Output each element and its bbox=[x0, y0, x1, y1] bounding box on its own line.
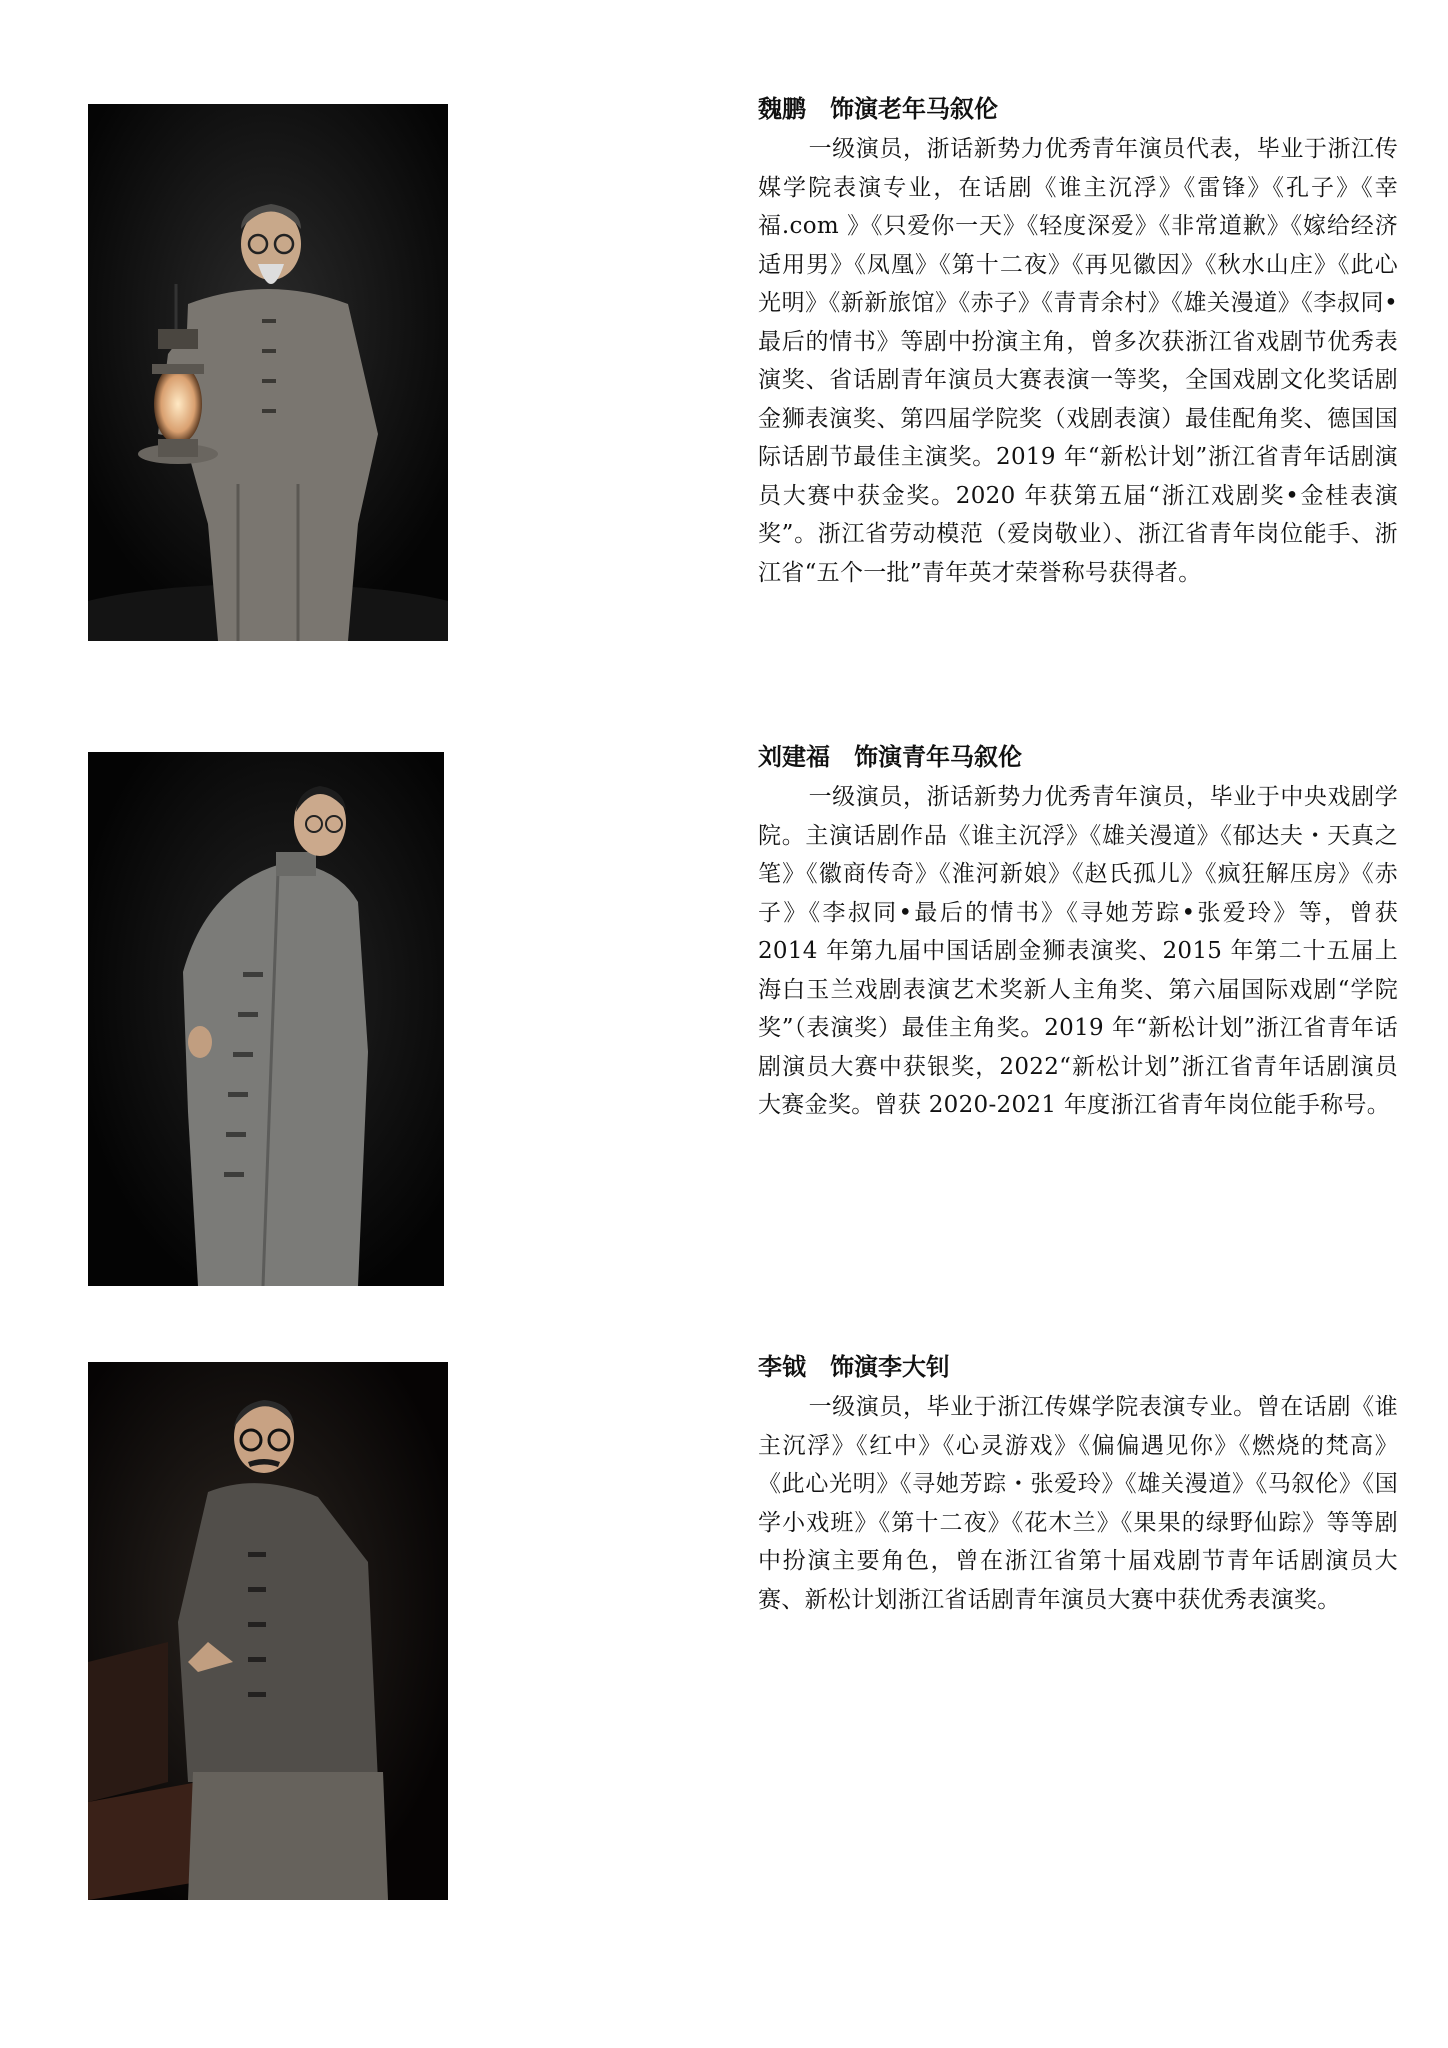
actor-1-role: 饰演老年马叙伦 bbox=[830, 95, 998, 123]
actor-1-photo bbox=[88, 104, 448, 641]
actor-lantern-photo-icon bbox=[88, 104, 448, 641]
actor-2-heading bbox=[758, 742, 1398, 772]
actor-1-name: 魏鹏 bbox=[758, 95, 806, 123]
actor-1-bio bbox=[758, 94, 1398, 592]
actor-3-role: 饰演李大钊 bbox=[830, 1353, 950, 1381]
actor-2-role: 饰演青年马叙伦 bbox=[854, 743, 1022, 771]
actor-2-bio bbox=[758, 742, 1398, 1125]
actor-2-description: 一级演员，浙话新势力优秀青年演员，毕业于中央戏剧学院。主演话剧作品《谁主沉浮》《雄关漫道》《郁达夫・天真之笔》《徽商传奇》《淮河新娘》《赵氏孤儿》《疯狂解压房》《赤子》《李叔同•最后的情书》《寻她芳踪•张爱玲》等，曾获 2014 年第九届中国话剧金狮表演奖、2015 年第二十五届上海白玉兰戏剧表演艺术奖新人主角奖、第六届国际戏剧“学院奖”（表演奖）最佳主角奖。2019 年“新松计划”浙江省青年话剧演员大赛中获银奖，2022“新松计划”浙江省青年话剧演员大赛金奖。曾获 2020-2021 年度浙江省青年岗位能手称号。 bbox=[758, 784, 1398, 1118]
actor-3-description: 一级演员，毕业于浙江传媒学院表演专业。曾在话剧《谁主沉浮》《红中》《心灵游戏》《偏偏遇见你》《燃烧的梵高》《此心光明》《寻她芳踪・张爱玲》《雄关漫道》《马叙伦》《国学小戏班》《第十二夜》《花木兰》《果果的绿野仙踪》等等剧中扮演主要角色，曾在浙江省第十届戏剧节青年话剧演员大赛、新松计划浙江省话剧青年演员大赛中获优秀表演奖。 bbox=[758, 1394, 1398, 1613]
actor-long-gown-photo-icon bbox=[88, 752, 444, 1286]
actor-1-description: 一级演员，浙话新势力优秀青年演员代表，毕业于浙江传媒学院表演专业，在话剧《谁主沉浮》《雷锋》《孔子》《幸福.com 》《只爱你一天》《轻度深爱》《非常道歉》《嫁给经济适用男》《凤凰》《第十二夜》《再见徽因》《秋水山庄》《此心光明》《新新旅馆》《赤子》《青青余村》《雄关漫道》《李叔同•最后的情书》等剧中扮演主角，曾多次获浙江省戏剧节优秀表演奖、省话剧青年演员大赛表演一等奖，全国戏剧文化奖话剧金狮表演奖、第四届学院奖（戏剧表演）最佳配角奖、德国国际话剧节最佳主演奖。2019 年“新松计划”浙江省青年话剧演员大赛中获金奖。2020 年获第五届“浙江戏剧奖•金桂表演奖”。浙江省劳动模范（爱岗敬业）、浙江省青年岗位能手、浙江省“五个一批”青年英才荣誉称号获得者。 bbox=[758, 136, 1398, 586]
actor-gesture-photo-icon bbox=[88, 1362, 448, 1900]
actor-3-photo bbox=[88, 1362, 448, 1900]
actor-2-name: 刘建福 bbox=[758, 743, 830, 771]
actor-3-bio bbox=[758, 1352, 1398, 1619]
actor-3-heading bbox=[758, 1352, 1398, 1382]
actor-2-photo bbox=[88, 752, 444, 1286]
actor-3-name: 李钺 bbox=[758, 1353, 806, 1381]
actor-1-heading bbox=[758, 94, 1398, 124]
